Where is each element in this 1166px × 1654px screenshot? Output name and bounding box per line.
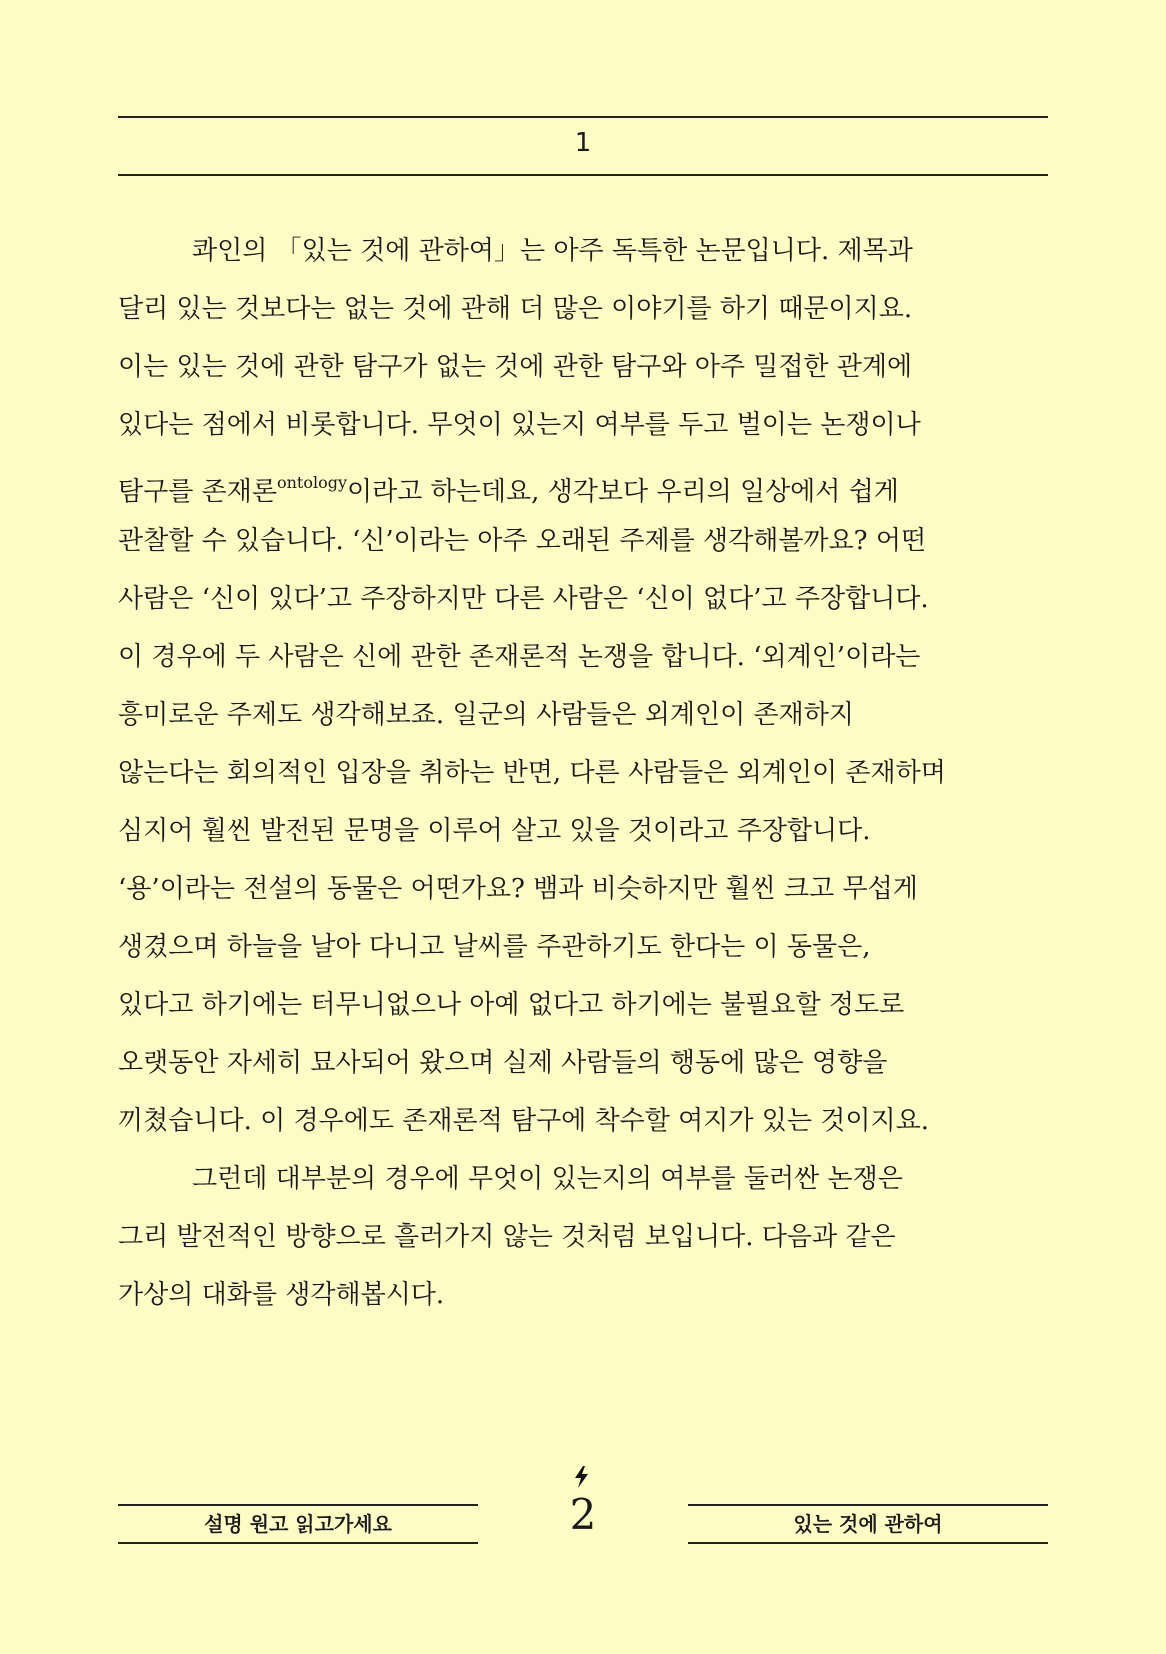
- paragraph-line: 이는 있는 것에 관한 탐구가 없는 것에 관한 탐구와 아주 밀접한 관계에: [118, 352, 913, 382]
- lightning-bolt-icon: [572, 1466, 592, 1488]
- ontology-term: ontology: [276, 473, 347, 492]
- body-text: [118, 222, 1058, 1324]
- paragraph-line: 그리 발전적인 방향으로 흘러가지 않는 것처럼 보입니다. 다음과 같은: [118, 1222, 896, 1252]
- paragraph-line: 이 경우에 두 사람은 신에 관한 존재론적 논쟁을 합니다. ‘외계인’이라는: [118, 642, 921, 672]
- paragraph-line: 않는다는 회의적인 입장을 취하는 반면, 다른 사람들은 외계인이 존재하며: [118, 758, 946, 788]
- footer-left-bottom-rule: [118, 1542, 478, 1544]
- paragraph-line: 관찰할 수 있습니다. ‘신’이라는 아주 오래된 주제를 생각해볼까요? 어떤: [118, 526, 927, 556]
- paragraph-line: 콰인의 「있는 것에 관하여」는 아주 독특한 논문입니다. 제목과: [192, 236, 913, 266]
- paragraph-line-ontology: [118, 454, 1058, 512]
- footer-right-top-rule: [688, 1504, 1048, 1506]
- paragraph-line: 심지어 훨씬 발전된 문명을 이루어 살고 있을 것이라고 주장합니다.: [118, 816, 871, 846]
- footer-right-label: 있는 것에 관하여: [793, 1512, 943, 1536]
- paragraph-line: 그런데 대부분의 경우에 무엇이 있는지의 여부를 둘러싼 논쟁은: [192, 1164, 903, 1194]
- paragraph-line: 가상의 대화를 생각해봅시다.: [118, 1280, 445, 1310]
- section-number: 1: [574, 128, 592, 158]
- ontology-after: 이라고 하는데요, 생각보다 우리의 일상에서 쉽게: [347, 477, 899, 507]
- footer-left-label: 설명 원고 읽고가세요: [204, 1512, 392, 1536]
- paragraph-line: 생겼으며 하늘을 날아 다니고 날씨를 주관하기도 한다는 이 동물은,: [118, 932, 871, 962]
- page-number: 2: [569, 1490, 597, 1539]
- paragraph-line: 달리 있는 것보다는 없는 것에 관해 더 많은 이야기를 하기 때문이지요.: [118, 294, 913, 324]
- paragraph-line: 있다는 점에서 비롯합니다. 무엇이 있는지 여부를 두고 벌이는 논쟁이나: [118, 410, 921, 440]
- header-top-rule: [118, 116, 1048, 118]
- paragraph-line: ‘용’이라는 전설의 동물은 어떤가요? 뱀과 비슷하지만 훨씬 크고 무섭게: [118, 874, 918, 904]
- ontology-before: 탐구를 존재론: [118, 477, 277, 507]
- footer-left-top-rule: [118, 1504, 478, 1506]
- header-bottom-rule: [118, 174, 1048, 176]
- paragraph-line: 끼쳤습니다. 이 경우에도 존재론적 탐구에 착수할 여지가 있는 것이지요.: [118, 1106, 930, 1136]
- paragraph-line: 사람은 ‘신이 있다’고 주장하지만 다른 사람은 ‘신이 없다’고 주장합니다.: [118, 584, 929, 614]
- footer-right-bottom-rule: [688, 1542, 1048, 1544]
- paragraph-line: 오랫동안 자세히 묘사되어 왔으며 실제 사람들의 행동에 많은 영향을: [118, 1048, 888, 1078]
- paragraph-line: 있다고 하기에는 터무니없으나 아예 없다고 하기에는 불필요할 정도로: [118, 990, 905, 1020]
- paragraph-line: 흥미로운 주제도 생각해보죠. 일군의 사람들은 외계인이 존재하지: [118, 700, 854, 730]
